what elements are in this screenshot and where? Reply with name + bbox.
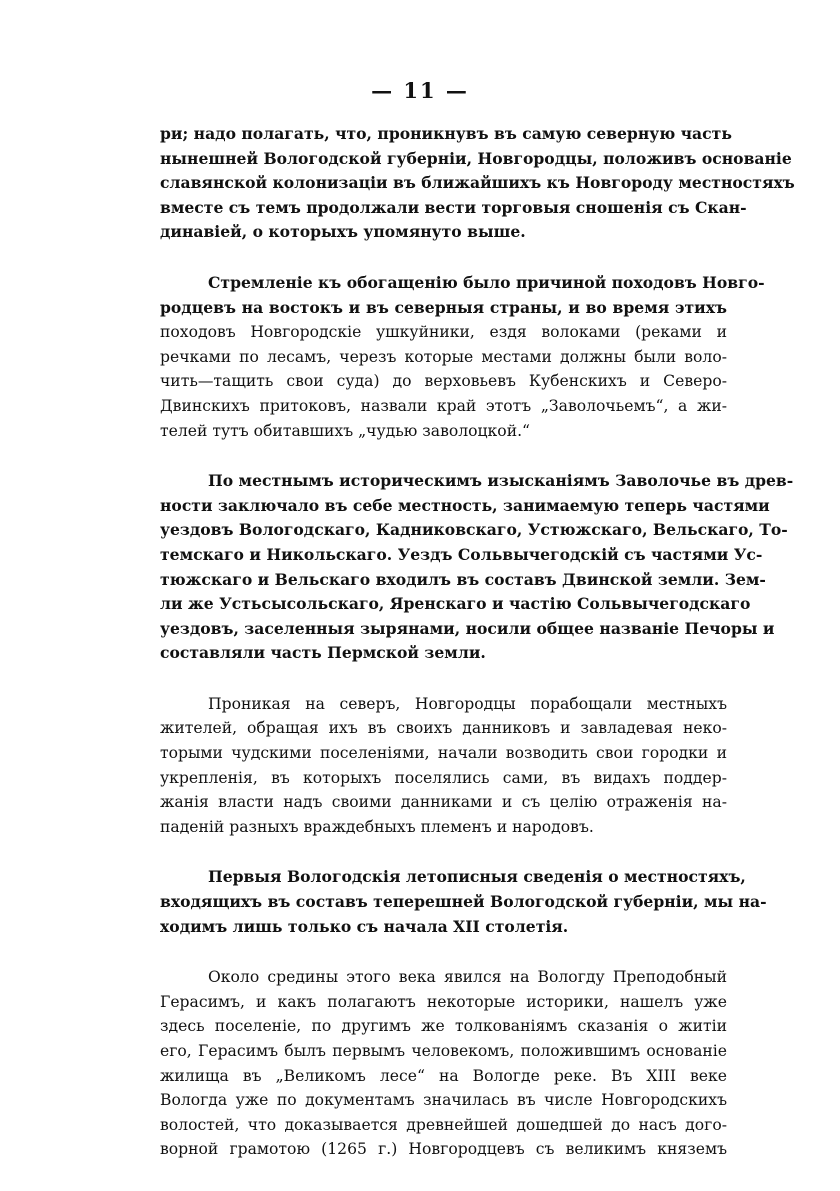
text-line: темскаго и Никольскаго. Уездъ Сольвычегодскiй съ частями Ус- <box>160 544 763 564</box>
text-line: ходимъ лишь только съ начала XII столетiя. <box>160 916 569 936</box>
text-line: тюжскаго и Вельскаго входилъ въ составъ Двинской земли. Зем- <box>160 569 766 589</box>
text-line: ри; надо полагать, что, проникнувъ въ самую северную часть <box>160 124 732 143</box>
text-line: укрепленiя, въ которыхъ поселялись сами, въ видахъ поддер- <box>160 768 727 787</box>
paragraph-5 <box>160 865 767 939</box>
text-line: походовъ Новгородскiе ушкуйники, ездя волоками (реками и <box>160 323 727 342</box>
text-line: паденiй разныхъ враждебныхъ племенъ и народовъ. <box>160 817 594 836</box>
text-line: нынешней Вологодской губернiи, Новгородцы, положивъ основанiе <box>160 148 792 168</box>
paragraph-3 <box>160 469 794 666</box>
text-line: Двинскихъ притоковъ, назвали край этотъ „Заволочьемъ“, а жи- <box>160 396 727 415</box>
text-line: динавiей, о которыхъ упомянуто выше. <box>160 222 526 242</box>
text-line: телей тутъ обитавшихъ „чудью заволоцкой.“ <box>160 421 531 440</box>
paragraph-1 <box>160 122 795 245</box>
text-line: Герасимъ, и какъ полагаютъ некоторые историки, нашелъ уже <box>160 992 727 1011</box>
text-line: речками по лесамъ, черезъ которые местами должны были воло- <box>160 347 727 366</box>
text-line: Вологда уже по документамъ значилась въ числе Новгородскихъ <box>160 1091 727 1110</box>
text-line: жителей, обращая ихъ въ своихъ данниковъ и завладевая неко- <box>160 719 727 738</box>
text-line: торыми чудскими поселенiями, начали возводить свои городки и <box>160 744 727 763</box>
text-line: входящихъ въ составъ теперешней Вологодской губернiи, мы на- <box>160 892 767 912</box>
text-line: Проникая на северъ, Новгородцы порабощали местныхъ <box>208 694 727 713</box>
text-line: ности заключало въ себе местность, занимаемую теперь частями <box>160 495 770 515</box>
text-line: Около средины этого века явился на Вологду Преподобный <box>208 968 727 987</box>
text-line: родцевъ на востокъ и въ северныя страны, и во время этихъ <box>160 297 727 317</box>
text-line: ли же Устьсысольскаго, Яренскаго и частiю Сольвычегодскаго <box>160 594 751 614</box>
text-line: его, Герасимъ былъ первымъ человекомъ, положившимъ основанiе <box>160 1042 727 1060</box>
text-line: вместе съ темъ продолжали вести торговыя сношенiя съ Скан- <box>160 197 747 217</box>
text-line: волостей, что доказывается древнейшей дошедшей до насъ дого- <box>160 1115 727 1134</box>
text-line: здесь поселенiе, по другимъ же толкованiямъ сказанiя о житiи <box>160 1017 727 1036</box>
paragraph-4 <box>160 692 727 840</box>
text-line: составляли часть Пермской земли. <box>160 643 486 663</box>
text-line: жилища въ „Великомъ лесе“ на Вологде реке. Въ XIII веке <box>160 1066 727 1085</box>
page-number: — 11 — <box>371 78 469 103</box>
paragraph-2 <box>160 271 765 443</box>
text-line: чить—тащить свои суда) до верховьевъ Кубенскихъ и Северо- <box>160 372 727 391</box>
body-text <box>160 122 795 1162</box>
text-line: По местнымъ историческимъ изысканiямъ Заволочье въ древ- <box>208 471 794 491</box>
text-line: славянской колонизацiи въ ближайшихъ къ Новгороду местностяхъ <box>160 173 795 193</box>
paragraph-6 <box>160 965 727 1162</box>
text-line: ворной грамотою (1265 г.) Новгородцевъ съ великимъ княземъ <box>160 1140 727 1159</box>
text-line: жанiя власти надъ своими данниками и съ целiю отраженiя на- <box>160 793 727 812</box>
text-line: Первыя Вологодскiя летописныя сведенiя о местностяхъ, <box>208 867 746 887</box>
text-line: уездовъ Вологодскаго, Кадниковскаго, Устюжскаго, Вельскаго, То- <box>160 520 788 540</box>
text-line: уездовъ, заселенныя зырянами, носили общее названiе Печоры и <box>160 618 775 638</box>
text-line: Стремленiе къ обогащенiю было причиной походовъ Новго- <box>208 272 765 292</box>
